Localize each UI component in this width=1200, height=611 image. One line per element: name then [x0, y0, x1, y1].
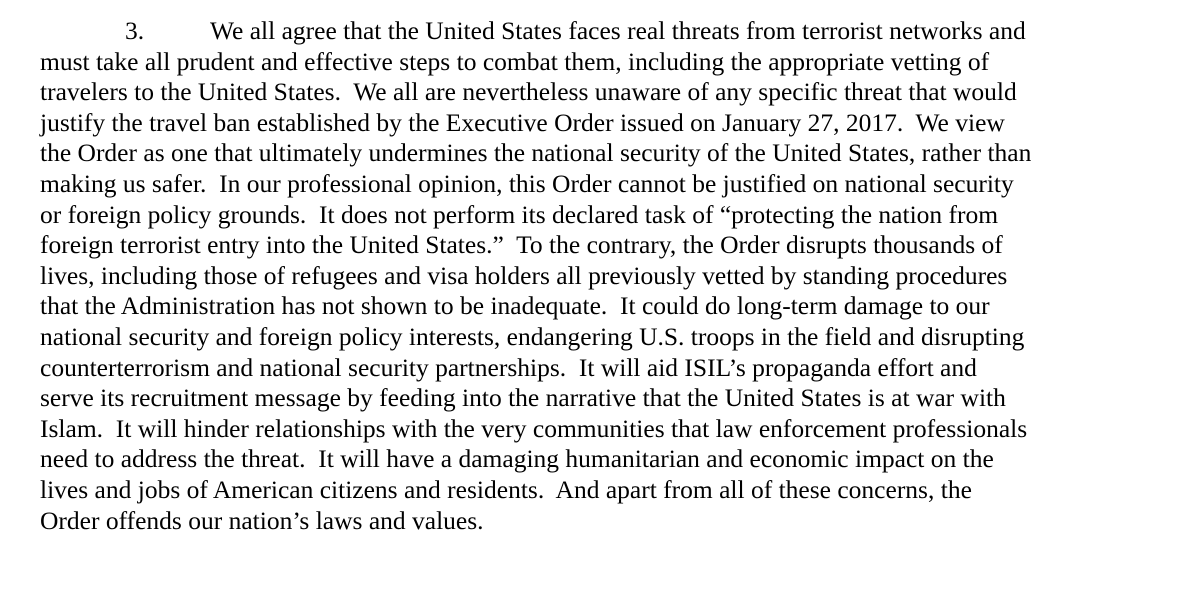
- paragraph-line: need to address the threat. It will have a damaging humanitarian and economic impact on the: [40, 444, 994, 474]
- paragraph-line: counterterrorism and national security partnerships. It will aid ISIL’s propaganda effort and: [40, 352, 977, 382]
- paragraph-line: national security and foreign policy interests, endangering U.S. troops in the field and disrupting: [40, 321, 1025, 351]
- paragraph-line: lives and jobs of American citizens and residents. And apart from all of these concerns, the: [40, 474, 972, 504]
- paragraph-line: the Order as one that ultimately undermines the national security of the United States, rather than: [40, 138, 1032, 168]
- paragraph-number: 3.: [125, 16, 145, 45]
- paragraph-line: or foreign policy grounds. It does not perform its declared task of “protecting the nation from: [40, 199, 999, 229]
- paragraph-first-line: [40, 16, 1031, 47]
- paragraph-line: serve its recruitment message by feeding into the narrative that the United States is at war with: [40, 383, 1006, 413]
- paragraph-line: Order offends our nation’s laws and values.: [40, 505, 484, 535]
- paragraph-line: travelers to the United States. We all are nevertheless unaware of any specific threat that would: [40, 77, 1017, 107]
- paragraph-line: must take all prudent and effective steps to combat them, including the appropriate vetting of: [40, 46, 990, 76]
- paragraph-line: making us safer. In our professional opinion, this Order cannot be justified on national security: [40, 168, 1014, 198]
- paragraph-3: [40, 16, 1031, 536]
- paragraph-line: foreign terrorist entry into the United States.” To the contrary, the Order disrupts thousands of: [40, 230, 1003, 260]
- paragraph-line: lives, including those of refugees and visa holders all previously vetted by standing procedures: [40, 260, 1008, 290]
- paragraph-line: that the Administration has not shown to be inadequate. It could do long-term damage to our: [40, 291, 990, 321]
- paragraph-line: justify the travel ban established by the Executive Order issued on January 27, 2017. We view: [40, 107, 1005, 137]
- paragraph-line: Islam. It will hinder relationships with the very communities that law enforcement professionals: [40, 413, 1028, 443]
- line-text: We all agree that the United States faces real threats from terrorist networks and: [210, 16, 1026, 45]
